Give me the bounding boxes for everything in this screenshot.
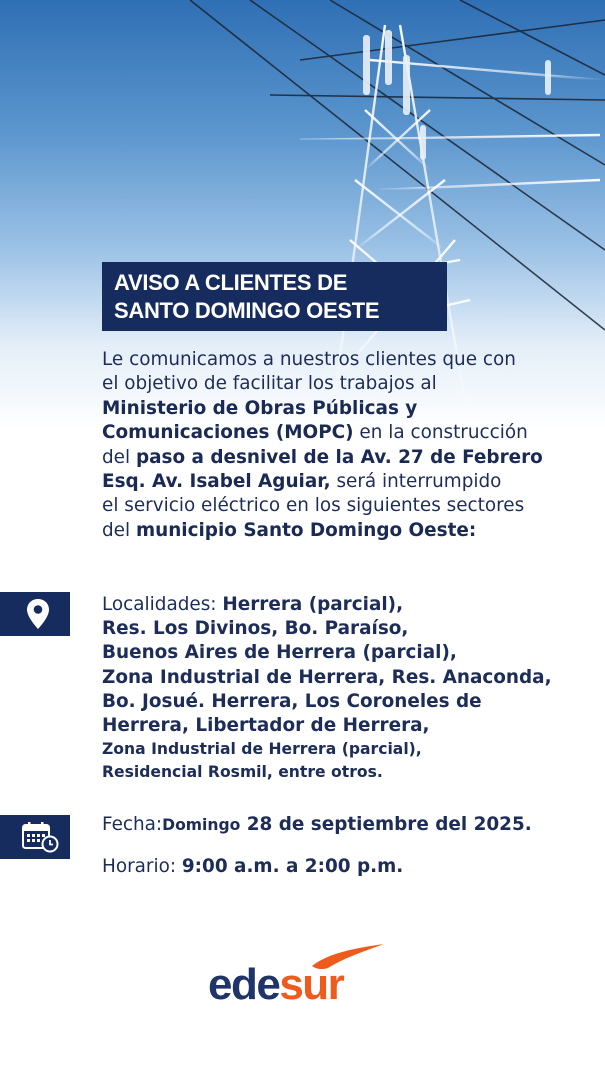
intro-line: el objetivo de facilitar los trabajos al — [102, 373, 437, 395]
locality-line: Res. Los Divinos, Bo. Paraíso, — [102, 618, 409, 640]
intro-line: del paso a desnivel de la Av. 27 de Febrero — [102, 446, 543, 468]
project-location: Esq. Av. Isabel Aguiar, — [102, 471, 331, 493]
intro-line: Comunicaciones (MOPC) en la construcción — [102, 422, 528, 444]
time-value: 9:00 a.m. a 2:00 p.m. — [181, 856, 404, 877]
date-day: Domingo — [162, 816, 241, 834]
location-tab — [0, 592, 70, 636]
locality-line: Buenos Aires de Herrera (parcial), — [102, 642, 457, 664]
localities-label: Localidades: — [102, 594, 223, 615]
municipality-name: municipio Santo Domingo Oeste: — [135, 519, 477, 541]
time-label: Horario: — [102, 856, 182, 877]
intro-paragraph — [102, 348, 597, 543]
intro-line: Esq. Av. Isabel Aguiar, será interrumpido — [102, 471, 502, 493]
logo-text-ede: ede — [208, 960, 280, 1009]
edesur-logo — [208, 942, 398, 1012]
locality-line: Residencial Rosmil, entre otros. — [102, 763, 383, 782]
project-name: paso a desnivel de la Av. 27 de Febrero — [135, 446, 543, 468]
locality-line: Zona Industrial de Herrera (parcial), — [102, 740, 422, 759]
date-value: 28 de septiembre del 2025. — [240, 814, 532, 835]
ministry-name: Ministerio de Obras Públicas y — [102, 397, 418, 419]
locality-line: Bo. Josué. Herrera, Los Coroneles de — [102, 690, 482, 712]
date-line — [102, 814, 532, 835]
title-line-2: SANTO DOMINGO OESTE — [114, 298, 380, 323]
intro-line: del municipio Santo Domingo Oeste: — [102, 519, 477, 541]
ministry-acronym: Comunicaciones (MOPC) — [102, 422, 354, 444]
locality-line: Zona Industrial de Herrera, Res. Anaconda, — [102, 666, 552, 688]
schedule-tab — [0, 815, 70, 859]
time-line — [102, 856, 403, 877]
logo-text-sur: sur — [279, 960, 344, 1009]
date-label: Fecha: — [102, 814, 163, 835]
notice-title — [102, 262, 447, 331]
intro-line — [102, 397, 597, 421]
title-line-1: AVISO A CLIENTES DE — [114, 270, 348, 295]
intro-line: Le comunicamos a nuestros clientes que con — [102, 349, 516, 370]
calendar-clock-icon — [22, 821, 60, 853]
localities-list — [102, 593, 602, 784]
map-pin-icon — [26, 598, 50, 630]
localities-first-line: Localidades: Herrera (parcial), — [102, 594, 404, 615]
locality-line: Herrera, Libertador de Herrera, — [102, 715, 430, 737]
intro-line: el servicio eléctrico en los siguientes sectores — [102, 495, 525, 517]
